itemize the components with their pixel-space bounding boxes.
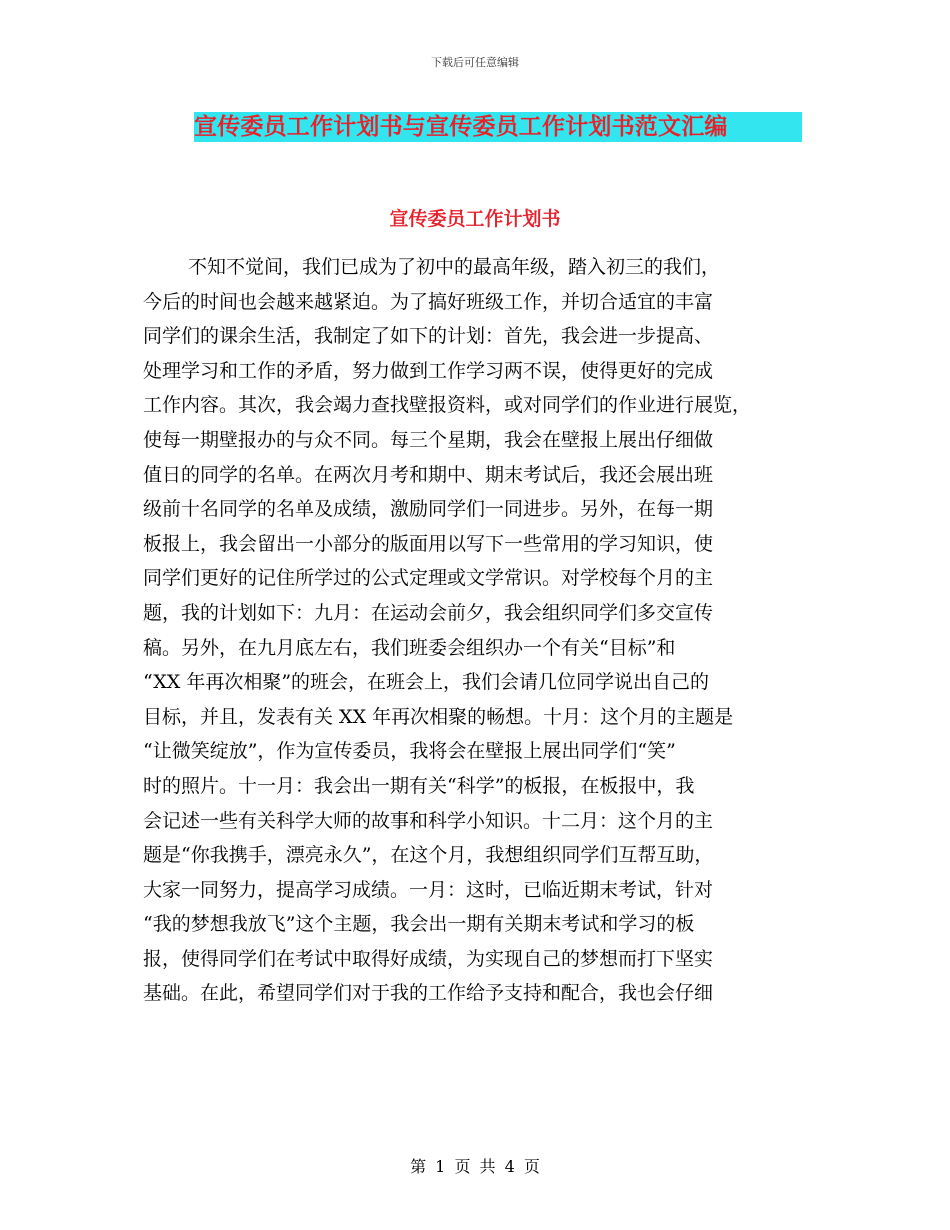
- body-line: 目标，并且，发表有关 XX 年再次相聚的畅想。十月：这个月的主题是: [143, 705, 734, 728]
- section-title: 宣传委员工作计划书: [389, 208, 561, 230]
- body-text: [143, 250, 813, 1011]
- body-line: 同学们的课余生活，我制定了如下的计划：首先，我会进一步提高、: [143, 325, 714, 348]
- body-line: 级前十名同学的名单及成绩，激励同学们一同进步。另外，在每一期: [143, 498, 714, 521]
- body-line: 板报上，我会留出一小部分的版面用以写下一些常用的学习知识，使: [143, 532, 714, 555]
- body-line: 稿。另外，在九月底左右，我们班委会组织办一个有关“目标”和: [143, 636, 676, 659]
- body-line: 时的照片。十一月：我会出一期有关“科学”的板报，在板报中，我: [143, 774, 695, 797]
- body-line: 今后的时间也会越来越紧迫。为了搞好班级工作，并切合适宜的丰富: [143, 290, 714, 313]
- body-line: 使每一期壁报办的与众不同。每三个星期，我会在壁报上展出仔细做: [143, 428, 714, 451]
- document-title: 宣传委员工作计划书与宣传委员工作计划书范文汇编: [194, 112, 802, 142]
- body-line: 同学们更好的记住所学过的公式定理或文学常识。对学校每个月的主: [143, 567, 714, 590]
- body-line: 值日的同学的名单。在两次月考和期中、期末考试后，我还会展出班: [143, 463, 714, 486]
- body-line: 基础。在此，希望同学们对于我的工作给予支持和配合，我也会仔细: [143, 982, 714, 1005]
- body-line: 报，使得同学们在考试中取得好成绩，为实现自己的梦想而打下坚实: [143, 947, 714, 970]
- page-header-note: 下载后可任意编辑: [431, 56, 519, 69]
- body-line: “让微笑绽放”，作为宣传委员，我将会在壁报上展出同学们“笑”: [143, 740, 676, 763]
- body-line: “XX 年再次相聚”的班会，在班会上，我们会请几位同学说出自己的: [143, 671, 710, 694]
- body-line: “我的梦想我放飞”这个主题，我会出一期有关期末考试和学习的板: [143, 913, 695, 936]
- body-line: 会记述一些有关科学大师的故事和科学小知识。十二月：这个月的主: [143, 809, 714, 832]
- body-line: 工作内容。其次，我会竭力查找壁报资料，或对同学们的作业进行展览，: [143, 394, 752, 417]
- body-line: 题，我的计划如下：九月：在运动会前夕，我会组织同学们多交宣传: [143, 601, 714, 624]
- body-line: 不知不觉间，我们已成为了初中的最高年级，踏入初三的我们，: [188, 256, 721, 278]
- body-line: 处理学习和工作的矛盾，努力做到工作学习两不误，使得更好的完成: [143, 359, 714, 382]
- body-line: 题是“你我携手，漂亮永久”，在这个月，我想组织同学们互帮互助，: [143, 844, 714, 867]
- body-line: 大家一同努力，提高学习成绩。一月：这时，已临近期末考试，针对: [143, 878, 714, 901]
- page-number-footer: 第 1 页 共 4 页: [410, 1157, 540, 1176]
